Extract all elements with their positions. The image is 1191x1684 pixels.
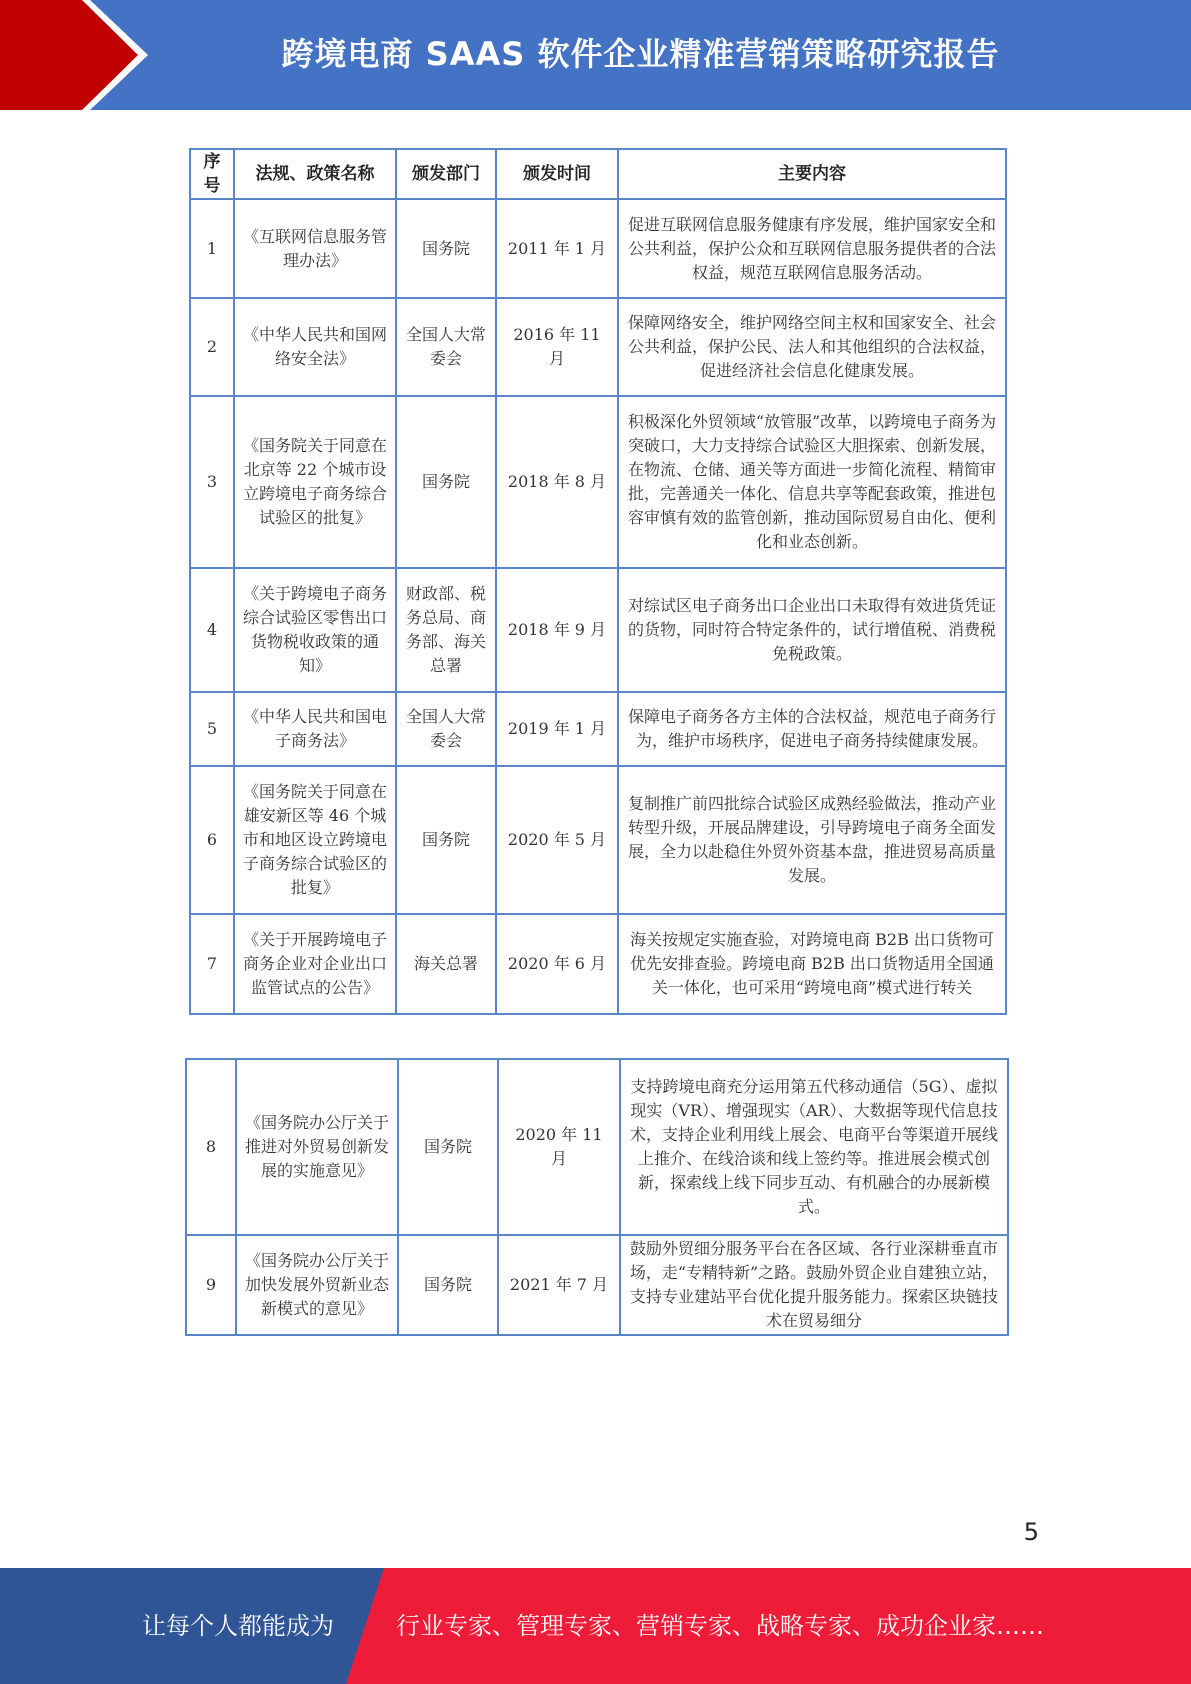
header-chevron-red <box>0 0 138 110</box>
row-name: 《关于开展跨境电子商务企业对企业出口监管试点的公告》 <box>234 914 396 1014</box>
row-no: 1 <box>190 199 234 298</box>
row-dept: 国务院 <box>396 199 496 298</box>
row-name: 《国务院关于同意在雄安新区等 46 个城市和地区设立跨境电子商务综合试验区的批复》 <box>234 766 396 914</box>
row-content: 促进互联网信息服务健康有序发展，维护国家安全和公共利益，保护公众和互联网信息服务提供者的合法权益，规范互联网信息服务活动。 <box>618 199 1006 298</box>
footer-slogan-left: 让每个人都能成为 <box>142 1612 334 1640</box>
row-name: 《国务院关于同意在北京等 22 个城市设立跨境电子商务综合试验区的批复》 <box>234 396 396 568</box>
header-name: 法规、政策名称 <box>234 149 396 199</box>
header-dept: 颁发部门 <box>396 149 496 199</box>
row-content: 复制推广前四批综合试验区成熟经验做法，推动产业转型升级，开展品牌建设，引导跨境电子商务全面发展，全力以赴稳住外贸外资基本盘，推进贸易高质量发展。 <box>618 766 1006 914</box>
row-dept: 国务院 <box>396 396 496 568</box>
table-row <box>186 1059 1008 1235</box>
table-row <box>190 766 1006 914</box>
row-content: 鼓励外贸细分服务平台在各区域、各行业深耕垂直市场，走“专精特新”之路。鼓励外贸企业自建独立站，支持专业建站平台优化提升服务能力。探索区块链技术在贸易细分 <box>620 1235 1008 1335</box>
row-name: 《互联网信息服务管理办法》 <box>234 199 396 298</box>
row-dept: 财政部、税务总局、商务部、海关总署 <box>396 568 496 692</box>
row-date: 2020 年 5 月 <box>496 766 618 914</box>
row-name: 《国务院办公厅关于加快发展外贸新业态新模式的意见》 <box>236 1235 398 1335</box>
row-content: 对综试区电子商务出口企业出口未取得有效进货凭证的货物，同时符合特定条件的，试行增值税、消费税免税政策。 <box>618 568 1006 692</box>
page-header <box>0 0 1191 110</box>
footer-slogan-right: 行业专家、管理专家、营销专家、战略专家、成功企业家…… <box>396 1612 1044 1640</box>
table-header-row <box>190 149 1006 199</box>
row-dept: 国务院 <box>398 1235 498 1335</box>
table-row <box>190 396 1006 568</box>
table-row <box>190 199 1006 298</box>
row-content: 积极深化外贸领域“放管服”改革，以跨境电子商务为突破口，大力支持综合试验区大胆探索、创新发展，在物流、仓储、通关等方面进一步简化流程、精简审批，完善通关一体化、信息共享等配套政策，推进包容审慎有效的监管创新，推动国际贸易自由化、便利化和业态创新。 <box>618 396 1006 568</box>
row-name: 《关于跨境电子商务综合试验区零售出口货物税收政策的通知》 <box>234 568 396 692</box>
row-dept: 国务院 <box>396 766 496 914</box>
row-no: 2 <box>190 298 234 396</box>
row-date: 2021 年 7 月 <box>498 1235 620 1335</box>
row-no: 4 <box>190 568 234 692</box>
policy-table <box>189 148 1007 1015</box>
row-dept: 海关总署 <box>396 914 496 1014</box>
row-dept: 全国人大常委会 <box>396 692 496 766</box>
table-row <box>190 692 1006 766</box>
row-date: 2011 年 1 月 <box>496 199 618 298</box>
row-no: 6 <box>190 766 234 914</box>
row-name: 《国务院办公厅关于推进对外贸易创新发展的实施意见》 <box>236 1059 398 1235</box>
row-dept: 全国人大常委会 <box>396 298 496 396</box>
header-content: 主要内容 <box>618 149 1006 199</box>
header-no: 序号 <box>190 149 234 199</box>
row-date: 2016 年 11 月 <box>496 298 618 396</box>
row-date: 2018 年 9 月 <box>496 568 618 692</box>
table-row <box>186 1235 1008 1335</box>
page-footer <box>0 1568 1191 1684</box>
row-date: 2020 年 6 月 <box>496 914 618 1014</box>
row-date: 2020 年 11 月 <box>498 1059 620 1235</box>
row-date: 2019 年 1 月 <box>496 692 618 766</box>
row-no: 3 <box>190 396 234 568</box>
table-row <box>190 298 1006 396</box>
report-title: 跨境电商 SAAS 软件企业精准营销策略研究报告 <box>281 35 1000 73</box>
row-name: 《中华人民共和国网络安全法》 <box>234 298 396 396</box>
table-row <box>190 568 1006 692</box>
row-name: 《中华人民共和国电子商务法》 <box>234 692 396 766</box>
row-no: 5 <box>190 692 234 766</box>
row-content: 保障网络安全，维护网络空间主权和国家安全、社会公共利益，保护公民、法人和其他组织的合法权益，促进经济社会信息化健康发展。 <box>618 298 1006 396</box>
row-no: 7 <box>190 914 234 1014</box>
row-content: 保障电子商务各方主体的合法权益，规范电子商务行为，维护市场秩序，促进电子商务持续健康发展。 <box>618 692 1006 766</box>
row-content: 支持跨境电商充分运用第五代移动通信（5G）、虚拟现实（VR）、增强现实（AR）、大数据等现代信息技术，支持企业利用线上展会、电商平台等渠道开展线上推介、在线洽谈和线上签约等。推进展会模式创新，探索线上线下同步互动、有机融合的办展新模式。 <box>620 1059 1008 1235</box>
policy-table-continued <box>185 1058 1009 1336</box>
header-date: 颁发时间 <box>496 149 618 199</box>
table-row <box>190 914 1006 1014</box>
row-date: 2018 年 8 月 <box>496 396 618 568</box>
row-dept: 国务院 <box>398 1059 498 1235</box>
row-no: 8 <box>186 1059 236 1235</box>
row-content: 海关按规定实施查验，对跨境电商 B2B 出口货物可优先安排查验。跨境电商 B2B 出口货物适用全国通关一体化，也可采用“跨境电商”模式进行转关 <box>618 914 1006 1014</box>
row-no: 9 <box>186 1235 236 1335</box>
page-number: 5 <box>1023 1518 1039 1546</box>
